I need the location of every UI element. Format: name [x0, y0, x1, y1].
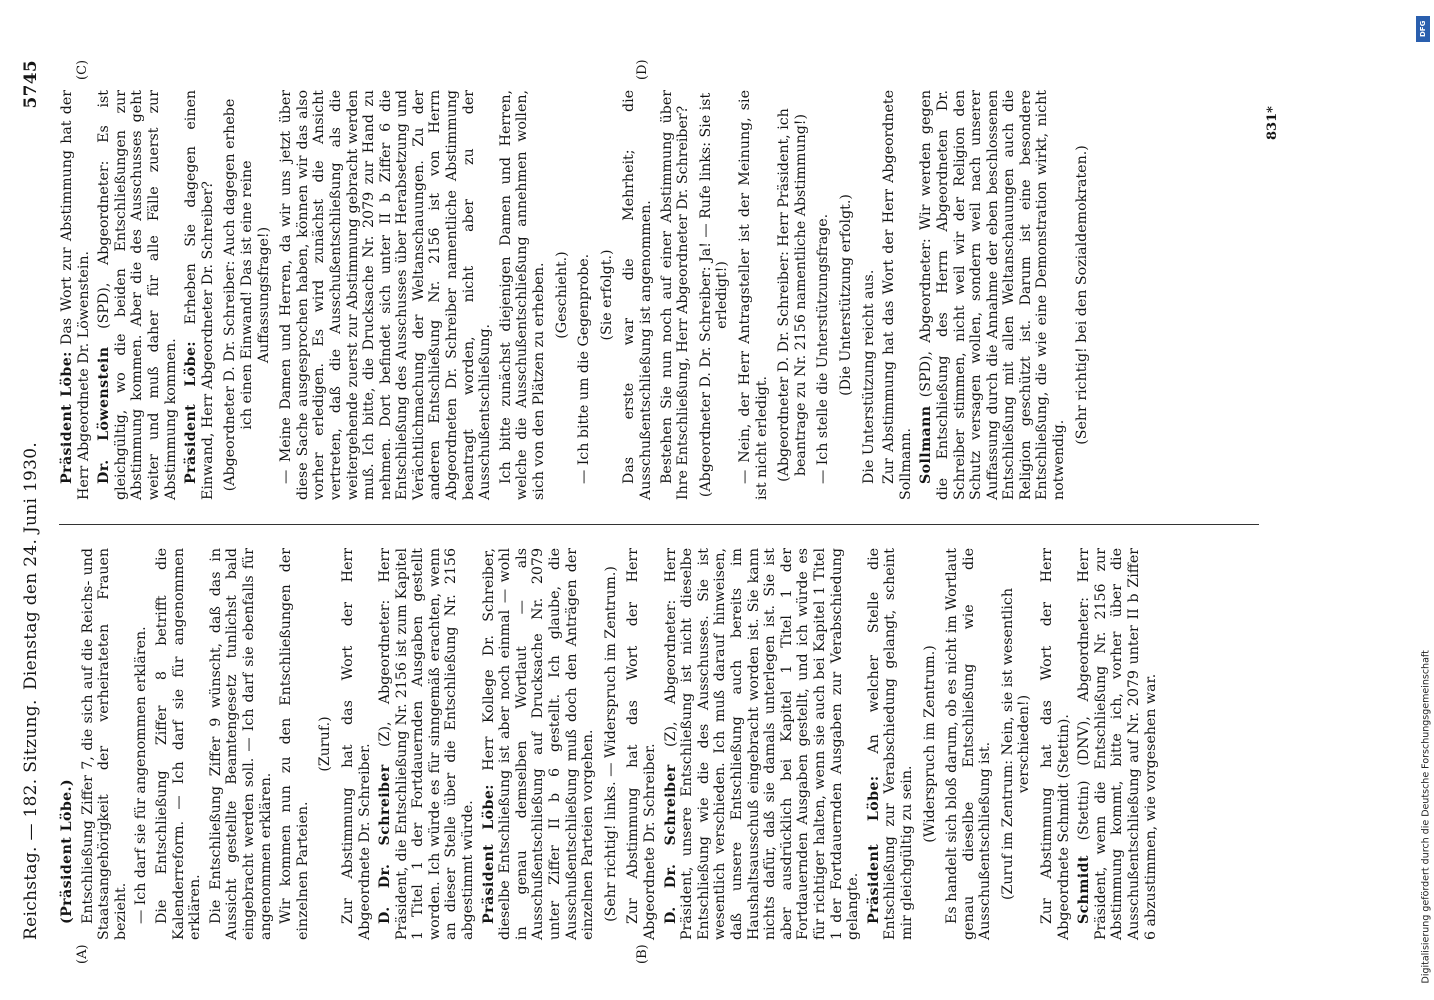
- left-column: [59, 548, 1163, 940]
- paragraph-text: (Z), Abgeordneter: Herr Präsident, die Entschließung Nr. 2156 ist zum Kapitel 1 Titel 1 der Fortdauernden Ausgaben gestellt worden. Ich würde es für sinngemäß erachten, wenn an dieser Stelle über die Entschließung Nr. 2156 abgestimmt würde.: [377, 548, 477, 940]
- margin-mark-d: (D): [635, 59, 650, 80]
- paragraph-text: (Abgeordneter D. Dr. Schreiber: Herr Präsident, ich beantrage zu Nr. 2156 namentliche Abstimmung!): [776, 108, 809, 482]
- paragraph-text: Zur Abstimmung hat das Wort der Herr Abgeordnete Dr. Schreiber.: [625, 548, 658, 940]
- paragraph: [838, 90, 855, 500]
- speaker-name: D. Dr. Schreiber: [662, 764, 679, 924]
- paragraph-text: (Sie erfolgt.): [598, 249, 615, 341]
- column-divider: [59, 524, 1259, 525]
- page-header: [15, 60, 49, 940]
- margin-mark-c: (C): [75, 59, 90, 80]
- paragraph-text: Die Entschließung Ziffer 9 wünscht, daß das in Aussicht gestellte Beamtengesetz tunlichst bald eingebracht werden soll. — Ich darf sie ebenfalls für angenommen erklären.: [207, 548, 274, 940]
- paragraph-text: (SPD), Abgeordneter: Wir werden gegen die Entschließung des Herrn Abgeordneten Dr. Schreiber stimmen, nicht weil wir der Religion den Schutz versagen wollen, sondern weil nach unserer Auffassung durch die Annahme der eben beschlossenen Entschließung mit allen Weltanschauungen auch die Religion geschützt ist. Darum ist eine besondere Entschließung, die wie eine Demonstration wirkt, nicht notwendig.: [918, 90, 1068, 500]
- paragraph-text: (Stettin) (DNV), Abgeordneter: Herr Präsident, wenn die Entschließung Nr. 2156 zur Abstimmung kommt, bitte ich, vorher über die Ausschußentschließung auf Nr. 2079 unter II b Ziffer 6 abzustimmen, wie vorgesehen war.: [1076, 548, 1159, 940]
- paragraph: [621, 90, 654, 500]
- paragraph: [663, 548, 862, 940]
- paragraph: [340, 548, 373, 940]
- paragraph-text: (Widerspruch im Zentrum.): [921, 645, 938, 843]
- right-column: [59, 90, 1096, 500]
- paragraph: [576, 90, 593, 500]
- paragraph-text: (SPD), Abgeordneter: Es ist gleichgültig, wo die beiden Entschließungen zur Abstimmung kommen. Aber die des Ausschusses geht weiter und muß daher für alle Fälle zuerst zur Abstimmung kommen.: [96, 89, 179, 500]
- paragraph-text: Wir kommen nun zu den Entschließungen der einzelnen Parteien.: [278, 548, 311, 940]
- digitization-credit: [1416, 8, 1430, 998]
- speaker-name: Präsident Löbe:: [865, 775, 882, 924]
- paragraph: [881, 90, 914, 500]
- paragraph: [154, 548, 204, 940]
- paragraph-text: Es handelt sich bloß darum, ob es nicht im Wortlaut genau dieselbe Entschließung wie die Ausschußentschließung ist.: [944, 548, 994, 940]
- paragraph: [222, 90, 272, 500]
- paragraph-text: Die Entschließung Ziffer 8 betrifft die Kalenderreform. — Ich darf sie für angenommen erklären.: [153, 548, 204, 940]
- paragraph-text: Zur Abstimmung hat das Wort der Herr Abgeordnete Dr. Schreiber.: [339, 548, 373, 940]
- speaker-name: Schmidt: [1076, 855, 1093, 924]
- page-number: 5745: [21, 60, 41, 109]
- speaker-name: Präsident Löbe:: [480, 784, 497, 924]
- paragraph-text: (Sehr richtig! links. — Widerspruch im Zentrum.): [602, 566, 619, 922]
- paragraph: [918, 90, 1067, 500]
- paragraph-text: Erheben Sie dagegen einen Einwand, Herr Abgeordneter Dr. Schreiber?: [183, 90, 216, 500]
- paragraph: [599, 90, 616, 500]
- paragraph: [96, 90, 179, 500]
- speaker-name: (Präsident Löbe.): [59, 778, 75, 924]
- paragraph: [278, 90, 494, 500]
- rotated-page: [15, 50, 1355, 970]
- paragraph-text: (Zuruf im Zentrum: Nein, sie ist wesentlich verschieden!): [999, 588, 1033, 900]
- paragraph: [1000, 548, 1033, 940]
- header-left: Reichstag. — 182. Sitzung.: [21, 699, 41, 940]
- paragraph: [861, 90, 878, 500]
- paragraph-text: (Die Unterstützung erfolgt.): [837, 194, 854, 396]
- paragraph-text: — Meine Damen und Herren, da wir uns jetzt über diese Sache ausgesprochen haben, können wir das also vorher erledigen. Es wird zunächst die Ansicht vertreten, daß die Ausschußentschließung als die weitergehende zuerst zur Abstimmung gebracht werden muß. Ich bitte, die Drucksache Nr. 2079 zur Hand zu nehmen. Dort befindet sich unter II b Ziffer 6 die Entschließung des Ausschusses über Herabsetzung und Verächtlichmachung der Weltanschauungen. Zu der anderen Entschließung Nr. 2156 ist von Herrn Abgeordneten Dr. Schreiber namentliche Abstimmung beantragt worden, nicht aber zu der Ausschußentschließung.: [278, 90, 494, 500]
- paragraph: [498, 90, 548, 500]
- paragraph-text: Herr Kollege Dr. Schreiber, dieselbe Entschließung ist aber noch einmal — wohl in genau demselben Wortlaut — als Ausschußentschließung auf Drucksache Nr. 2079 unter Ziffer II b 6 gestellt. Ich glaube, die Ausschußentschließung muß doch den Anträgen der einzelnen Parteien vorgehen.: [480, 548, 597, 940]
- paragraph: [554, 90, 571, 500]
- paragraph-text: Zur Abstimmung hat das Wort der Herr Abgeordnete Sollmann.: [881, 90, 914, 500]
- paragraph: [133, 548, 150, 940]
- paragraph: [944, 548, 994, 940]
- header-date: Dienstag den 24. Juni 1930.: [21, 441, 41, 690]
- speaker-name: Sollmann: [918, 405, 935, 484]
- paragraph-text: Bestehen Sie nun noch auf einer Abstimmung über Ihre Entschließung, Herr Abgeordneter Dr. Schreiber?: [658, 90, 692, 500]
- paragraph: [80, 548, 130, 940]
- paragraph: [815, 90, 832, 500]
- paragraph: [278, 548, 311, 940]
- dfg-logo: DFG: [1416, 16, 1430, 42]
- paragraph: [776, 90, 809, 500]
- paragraph-text: An welcher Stelle die Entschließung zur Verabschiedung gelangt, scheint mir gleichgültig zu sein.: [865, 547, 915, 940]
- paragraph: [866, 548, 916, 940]
- paragraph-text: (Zuruf.): [317, 716, 334, 772]
- paragraph: [603, 548, 620, 940]
- paragraph: [59, 548, 76, 940]
- paragraph-text: (Geschieht.): [553, 251, 570, 339]
- paragraph-text: — Ich bitte um die Gegenprobe.: [576, 253, 593, 484]
- paragraph-text: — Ich darf sie für angenommen erklären.: [133, 626, 150, 924]
- paragraph-text: Die Unterstützung reicht aus.: [860, 269, 877, 484]
- paragraph: [698, 90, 731, 500]
- paragraph: [183, 90, 216, 500]
- paragraph-text: (Abgeordneter D. Dr. Schreiber: Auch dagegen erhebe ich einen Einwand! Das ist eine reine Auffassungsfrage!): [222, 98, 272, 492]
- paragraph: [59, 90, 92, 500]
- speaker-name: D. Dr. Schreiber: [377, 764, 394, 924]
- paragraph: [317, 548, 334, 940]
- margin-mark-b: (B): [635, 944, 650, 964]
- margin-mark-a: (A): [75, 944, 90, 964]
- paragraph: [481, 548, 597, 940]
- paragraph-text: — Ich stelle die Unterstützungsfrage.: [815, 213, 832, 484]
- paragraph-text: Das erste war die Mehrheit; die Ausschußentschließung ist angenommen.: [621, 90, 654, 500]
- paragraph-text: (Sehr richtig! bei den Sozialdemokraten.): [1073, 145, 1090, 445]
- paragraph-text: Ich bitte zunächst diejenigen Damen und Herren, welche die Ausschußentschließung annehmen wollen, sich von den Plätzen zu erheben.: [497, 90, 548, 500]
- paragraph: [737, 90, 770, 500]
- paragraph-text: Das Wort zur Abstimmung hat der Herr Abgeordnete Dr. Löwenstein.: [59, 90, 92, 500]
- paragraph: [1039, 548, 1072, 940]
- paragraph-text: Entschließung Ziffer 7, die sich auf die Reichs- und Staatsangehörigkeit der verheirateten Frauen bezieht.: [79, 548, 129, 940]
- paragraph: [377, 548, 477, 940]
- speaker-name: Präsident Löbe:: [59, 351, 75, 484]
- paragraph: [625, 548, 658, 940]
- speaker-name: Dr. Löwenstein: [96, 346, 113, 484]
- paragraph: [1076, 548, 1159, 940]
- paragraph: [208, 548, 274, 940]
- speaker-name: Präsident Löbe:: [183, 340, 200, 484]
- paragraph: [922, 548, 939, 940]
- paragraph: [659, 90, 692, 500]
- credit-text: Digitalisierung gefördert durch die Deutsche Forschungsgemeinschaft: [1420, 650, 1432, 984]
- paragraph-text: Zur Abstimmung hat das Wort der Herr Abgeordnete Schmidt (Stettin).: [1039, 548, 1072, 940]
- paragraph: [1074, 90, 1091, 500]
- signature-mark: 831*: [1265, 106, 1280, 140]
- paragraph-text: (Z), Abgeordneter: Herr Präsident, unsere Entschließung ist nicht dieselbe Entschließung wie die des Ausschusses. Sie ist wesentlich verschieden. Ich muß darauf hinweisen, daß unsere Entschließung auch bereits im Haushaltsausschuß eingebracht worden ist. Sie kann nichts dafür, daß sie damals unterlegen ist. Sie ist aber ausdrücklich bei Kapitel 1 Titel 1 der Fortdauernden Ausgaben gestellt, und ich würde es für richtiger halten, wenn sie auch bei Kapitel 1 Titel 1 der Fortdauernden Ausgaben zur Verabschiedung gelangte.: [662, 548, 862, 940]
- paragraph-text: — Nein, der Herr Antragsteller ist der Meinung, sie ist nicht erledigt.: [736, 90, 770, 500]
- paragraph-text: (Abgeordneter D. Dr. Schreiber: Ja! — Rufe links: Sie ist erledigt!): [697, 92, 731, 498]
